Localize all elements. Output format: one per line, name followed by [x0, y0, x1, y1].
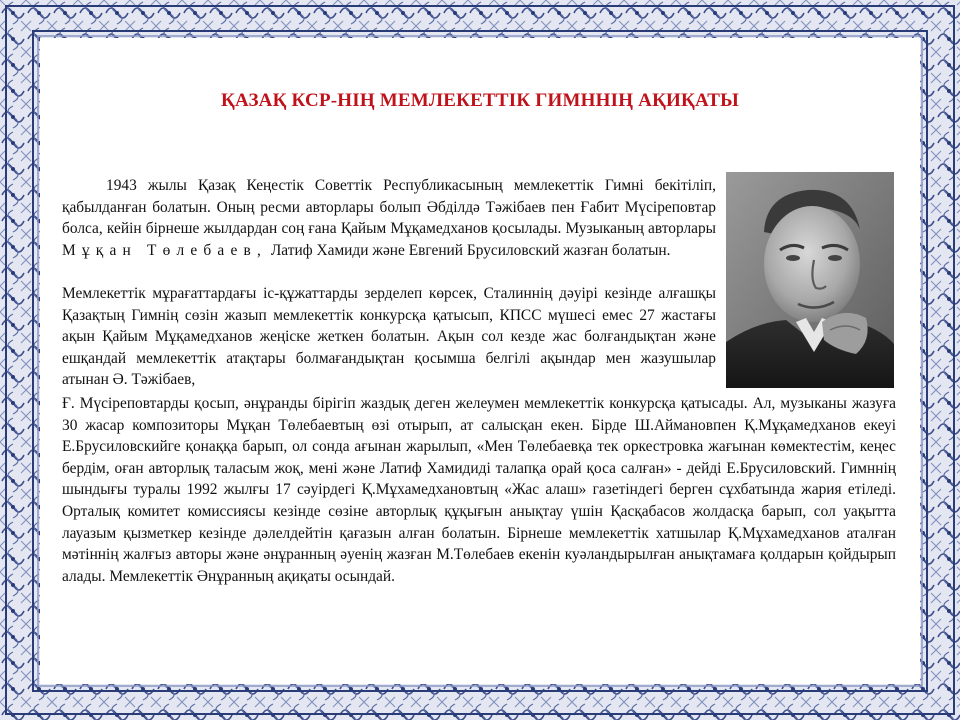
- paragraph-1-text-a: 1943 жылы Қазақ Кеңестік Советтік Республикасының мемлекеттік Гимні бекітіліп, қабылданған болатын. Оның ресми авторлары болып Әбділдә Тәжібаев пен Ғабит Мүсіреповтар болса, кейін бірнеше жылдардан соң ғана Қайым Мұқамедханов қосылады. Музыканың авторлары: [62, 177, 716, 238]
- paragraph-1: [62, 175, 716, 261]
- portrait-photo: [726, 172, 894, 388]
- paragraph-2-text: Мемлекеттік мұрағаттардағы іс-құжаттарды зерделеп көрсек, Сталиннің дәуірі кезінде алғашқы Қазақтың Гимнің сөзін жазып мемлекеттік конкурсқа қатысып, КПСС мүшесі емес 27 жастағы ақын Қайым Мұқамедханов жеңіске жеткен болатын. Ақын сол кезде жас болғандықтан және ешқандай мемлекеттік атақтары болмағандықтан қосымша белгілі ақындар мен жазушылар атынан Ә. Тәжібаев,: [62, 285, 716, 389]
- paragraph-3: [62, 393, 896, 587]
- slide-title: ҚАЗАҚ КСР-НІҢ МЕМЛЕКЕТТІК ГИМННІҢ АҚИҚАТЫ: [221, 90, 739, 111]
- paragraph-3-text: Ғ. Мүсіреповтарды қосып, әнұранды бірігіп жаздық деген желеумен мемлекеттік конкурсқа қатысады. Ал, музыканы жазуға 30 жасар композиторы Мұқан Төлебаевтың өзі отырып, ат салысқан екен. Бірде Ш.Аймановпен Қ.Мұқамедханов екеуі Е.Брусиловскийге қонаққа барып, ол сонда ағынан жарылып, «Мен Төлебаевқа тек оркестровка жағынан көмектестім, кеңес бердім, оған авторлық таласым жоқ, мені және Латиф Хамидиді талапқа орай қоса салған» - дейді Е.Брусиловский. Гимннің шындығы туралы 1992 жылғы 17 сәуірдегі Қ.Мұхамедхановтың «Жас алаш» газетіндегі берген сұхбатында жария етіледі. Орталық комитет комиссиясы кезінде сөзіне авторлық құқығын анықтау үшін Қасқабасов жолдасқа барып, сол уақытта лауазым қызметкер кезінде дәлелдейтін қағазын алған болатын. Бірнеше мемлекеттік хатшылар Қ.Мұхамедханов аталған мәтіннің жалғыз авторы және әнұранның әуенің жазған М.Төлебаев екенін куәландырылған анықтамаға қолдарын қойдырып алады. Мемлекеттік Әнұранның ақиқаты осындай.: [62, 395, 896, 585]
- paragraph-1-text-b: Латиф Хамиди және Евгений Брусиловский жазған болатын.: [267, 241, 671, 259]
- paragraph-1-composer-name: Мұқан Төлебаев,: [62, 241, 267, 259]
- paragraph-2: [62, 283, 716, 391]
